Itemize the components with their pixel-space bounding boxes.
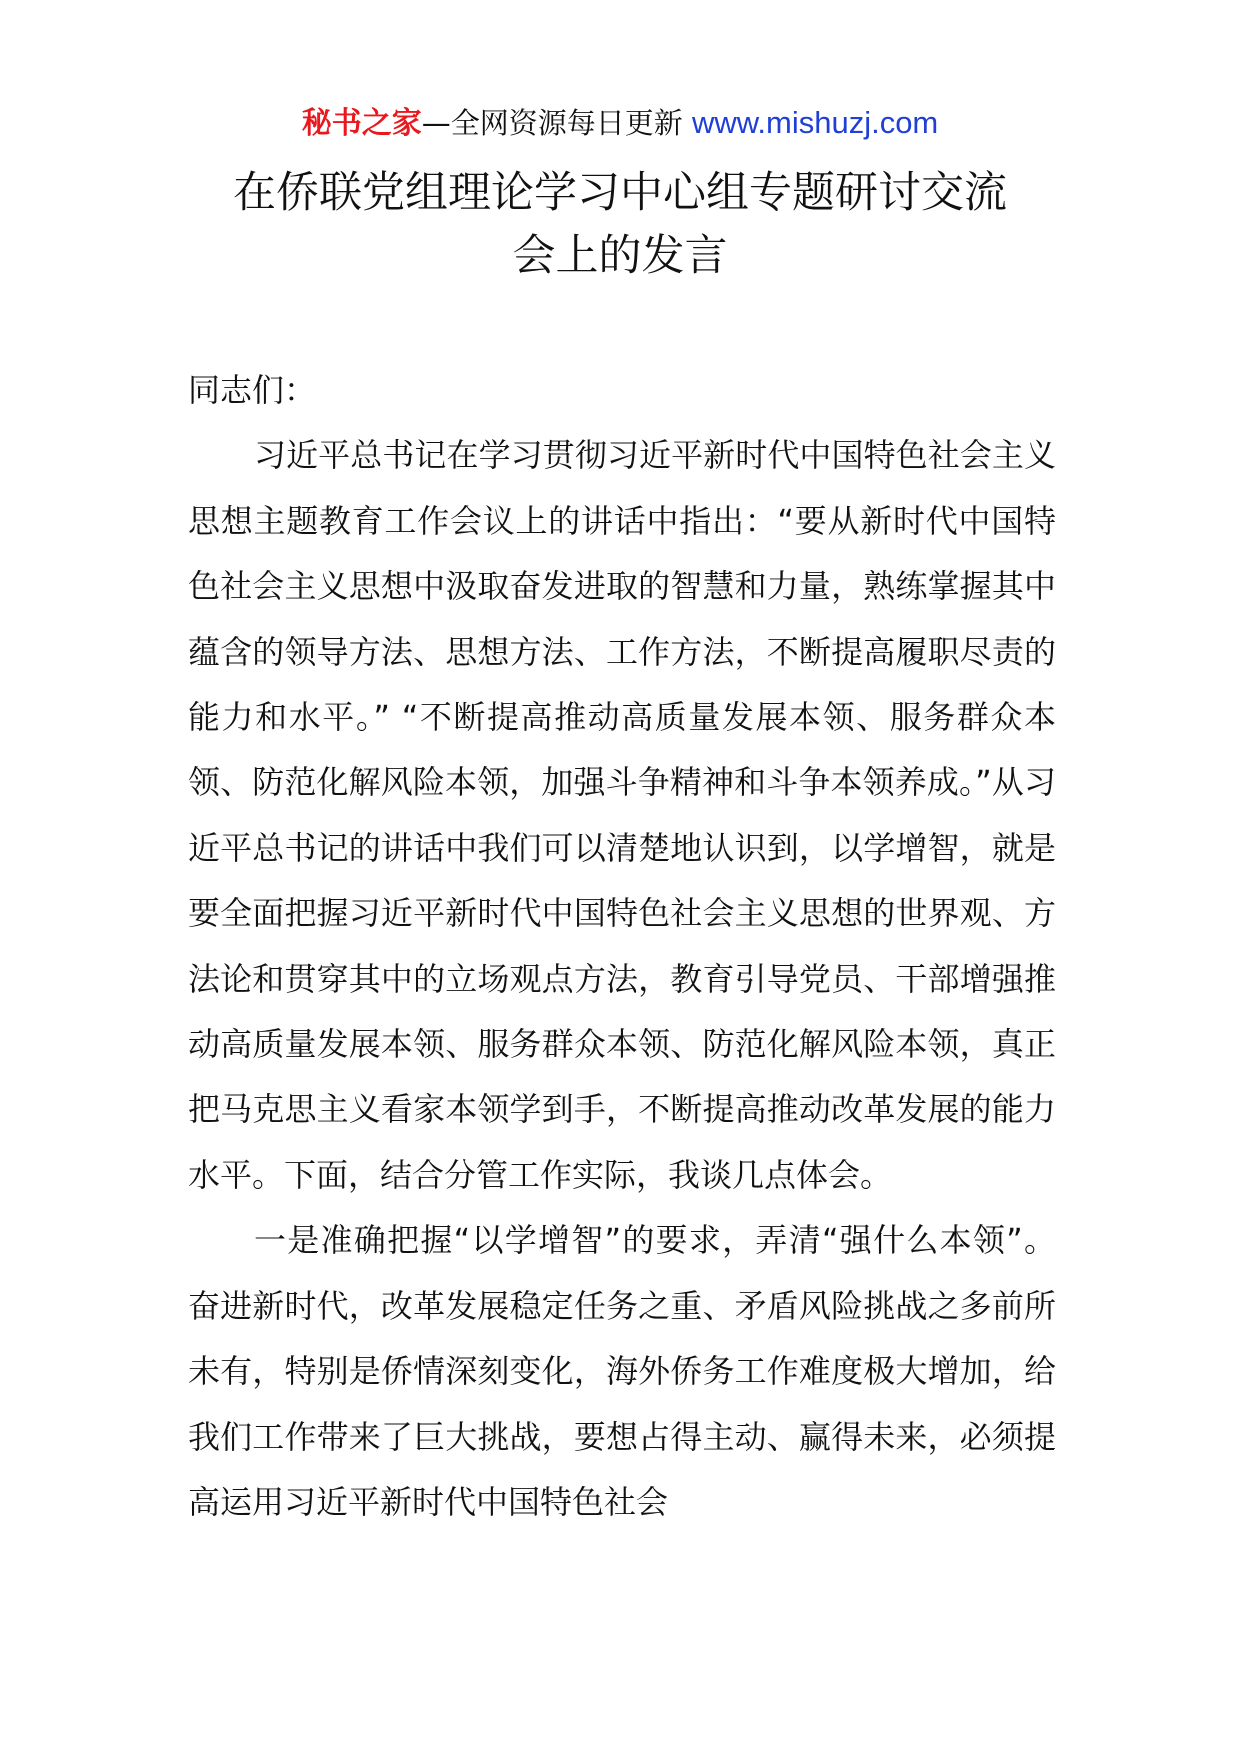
document-title xyxy=(150,162,1090,288)
site-url-link[interactable]: www.mishuzj.com xyxy=(691,105,939,140)
site-header xyxy=(0,103,1240,144)
site-brand: 秘书之家 xyxy=(301,106,422,141)
site-tagline: —全网资源每日更新 xyxy=(421,106,692,140)
body-paragraph-2: 一是准确把握“以学增智”的要求，弄清“强什么本领”。奋进新时代，改革发展稳定任务之重、矛盾风险挑战之多前所未有，特别是侨情深刻变化，海外侨务工作难度极大增加，给我们工作带来了巨大挑战，要想占得主动、赢得未来，必须提高运用习近平新时代中国特色社会 xyxy=(188,1221,1056,1521)
body-paragraph-1: 习近平总书记在学习贯彻习近平新时代中国特色社会主义思想主题教育工作会议上的讲话中指出：“要从新时代中国特色社会主义思想中汲取奋发进取的智慧和力量，熟练掌握其中蕴含的领导方法、思想方法、工作方法，不断提高履职尽责的能力和水平。” “不断提高推动高质量发展本领、服务群众本领、防范化解风险本领，加强斗争精神和斗争本领养成。”从习近平总书记的讲话中我们可以清楚地认识到，以学增智，就是要全面把握习近平新时代中国特色社会主义思想的世界观、方法论和贯穿其中的立场观点方法，教育引导党员、干部增强推动高质量发展本领、服务群众本领、防范化解风险本领，真正把马克思主义看家本领学到手，不断提高推动改革发展的能力水平。下面，结合分管工作实际，我谈几点体会。 xyxy=(188,436,1056,1194)
salutation: 同志们： xyxy=(188,371,317,409)
document-title-line-2: 会上的发言 xyxy=(512,231,728,281)
document-title-line-1: 在侨联党组理论学习中心组专题研讨交流 xyxy=(233,168,1007,218)
document-body xyxy=(188,358,1056,1535)
